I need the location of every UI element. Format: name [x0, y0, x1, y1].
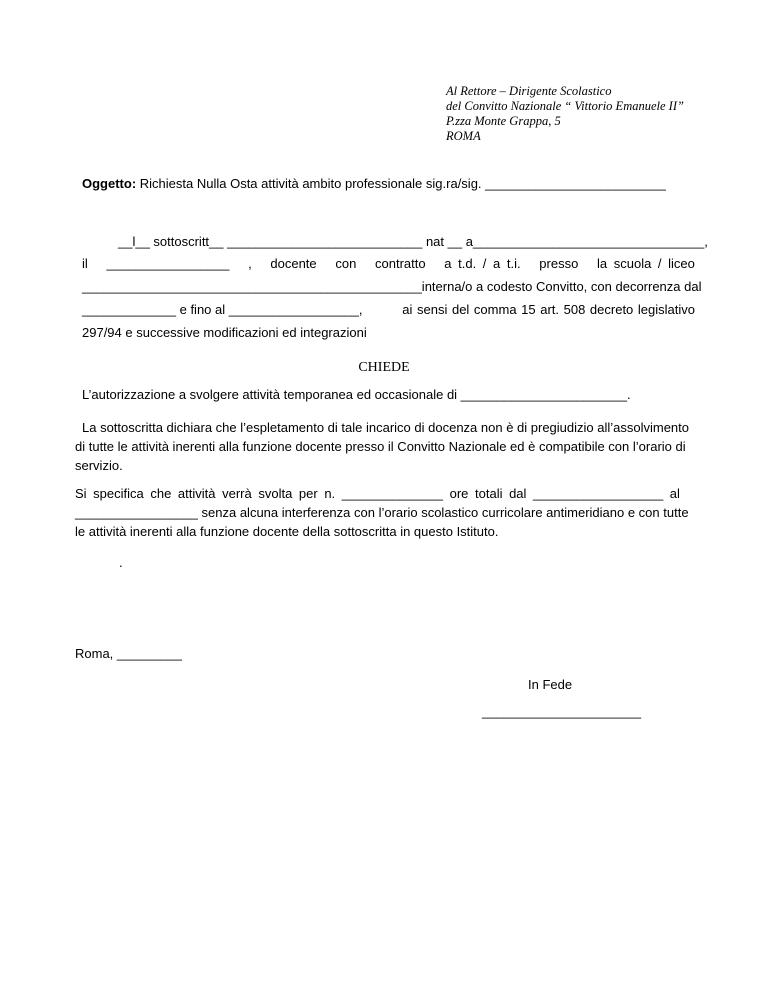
declaration-period: _____________ e fino al __________________, — [82, 302, 363, 317]
declaration-line-4 — [82, 302, 695, 317]
specify-line-3: le attività inerenti alla funzione docente della sottoscritta in questo Istituto. — [75, 524, 499, 539]
declaration-line-1: __l__ sottoscritt__ ___________________________ nat __ a________________________________, — [118, 234, 708, 249]
recipient-line-1: Al Rettore – Dirigente Scolastico — [446, 84, 612, 98]
declaration-school: la scuola / liceo — [597, 256, 695, 271]
signature-label: In Fede — [528, 677, 573, 692]
statement-line-3: servizio. — [75, 458, 123, 473]
stray-dot: . — [119, 555, 123, 570]
statement-line-1: La sottoscritta dichiara che l’espletamento di tale incarico di docenza non è di pregiudizio all’assolvimento — [82, 420, 690, 435]
declaration-con: con — [335, 256, 357, 271]
specify-line-1-text: Si specifica che attività verrà svolta per n. ______________ ore totali dal __________________ al — [75, 486, 680, 501]
declaration-date-blank: _________________ — [106, 256, 230, 271]
specify-line-1 — [75, 486, 695, 501]
declaration-contract-type: a t.d. / a t.i. — [444, 256, 521, 271]
authorization-paragraph: L’autorizzazione a svolgere attività temporanea ed occasionale di _______________________. — [82, 387, 631, 402]
subject-line — [82, 176, 666, 191]
declaration-comma: , — [248, 256, 252, 271]
recipient-address — [446, 84, 684, 144]
specify-line-2-text: _________________ senza alcuna interferenza con l’orario scolastico curricolare antimeridiano e con tutte — [75, 505, 689, 520]
declaration-line-5: 297/94 e successive modificazioni ed integrazioni — [82, 325, 367, 340]
signature-line: ______________________ — [482, 704, 642, 719]
place-date: Roma, _________ — [75, 646, 182, 661]
recipient-line-2: del Convitto Nazionale “ Vittorio Emanuele II” — [446, 99, 684, 113]
declaration-il: il — [82, 256, 88, 271]
declaration-line-2 — [82, 256, 695, 271]
declaration-presso: presso — [539, 256, 579, 271]
declaration-line-3: _______________________________________________interna/o a codesto Convitto, con decorrenza dal — [82, 279, 702, 294]
subject-text: Richiesta Nulla Osta attività ambito professionale sig.ra/sig. _________________________ — [136, 176, 666, 191]
recipient-line-4: ROMA — [446, 129, 481, 143]
subject-label: Oggetto: — [82, 176, 137, 191]
declaration-law-reference: ai sensi del comma 15 art. 508 decreto legislativo — [402, 302, 695, 317]
declaration-docente: docente — [270, 256, 317, 271]
declaration-contratto: contratto — [375, 256, 426, 271]
request-heading: CHIEDE — [358, 360, 410, 375]
specify-line-2 — [75, 505, 695, 520]
statement-line-2: di tutte le attività inerenti alla funzione docente presso il Convitto Nazionale ed è compatibile con l’orario di — [75, 439, 686, 454]
recipient-line-3: P.zza Monte Grappa, 5 — [446, 114, 561, 128]
